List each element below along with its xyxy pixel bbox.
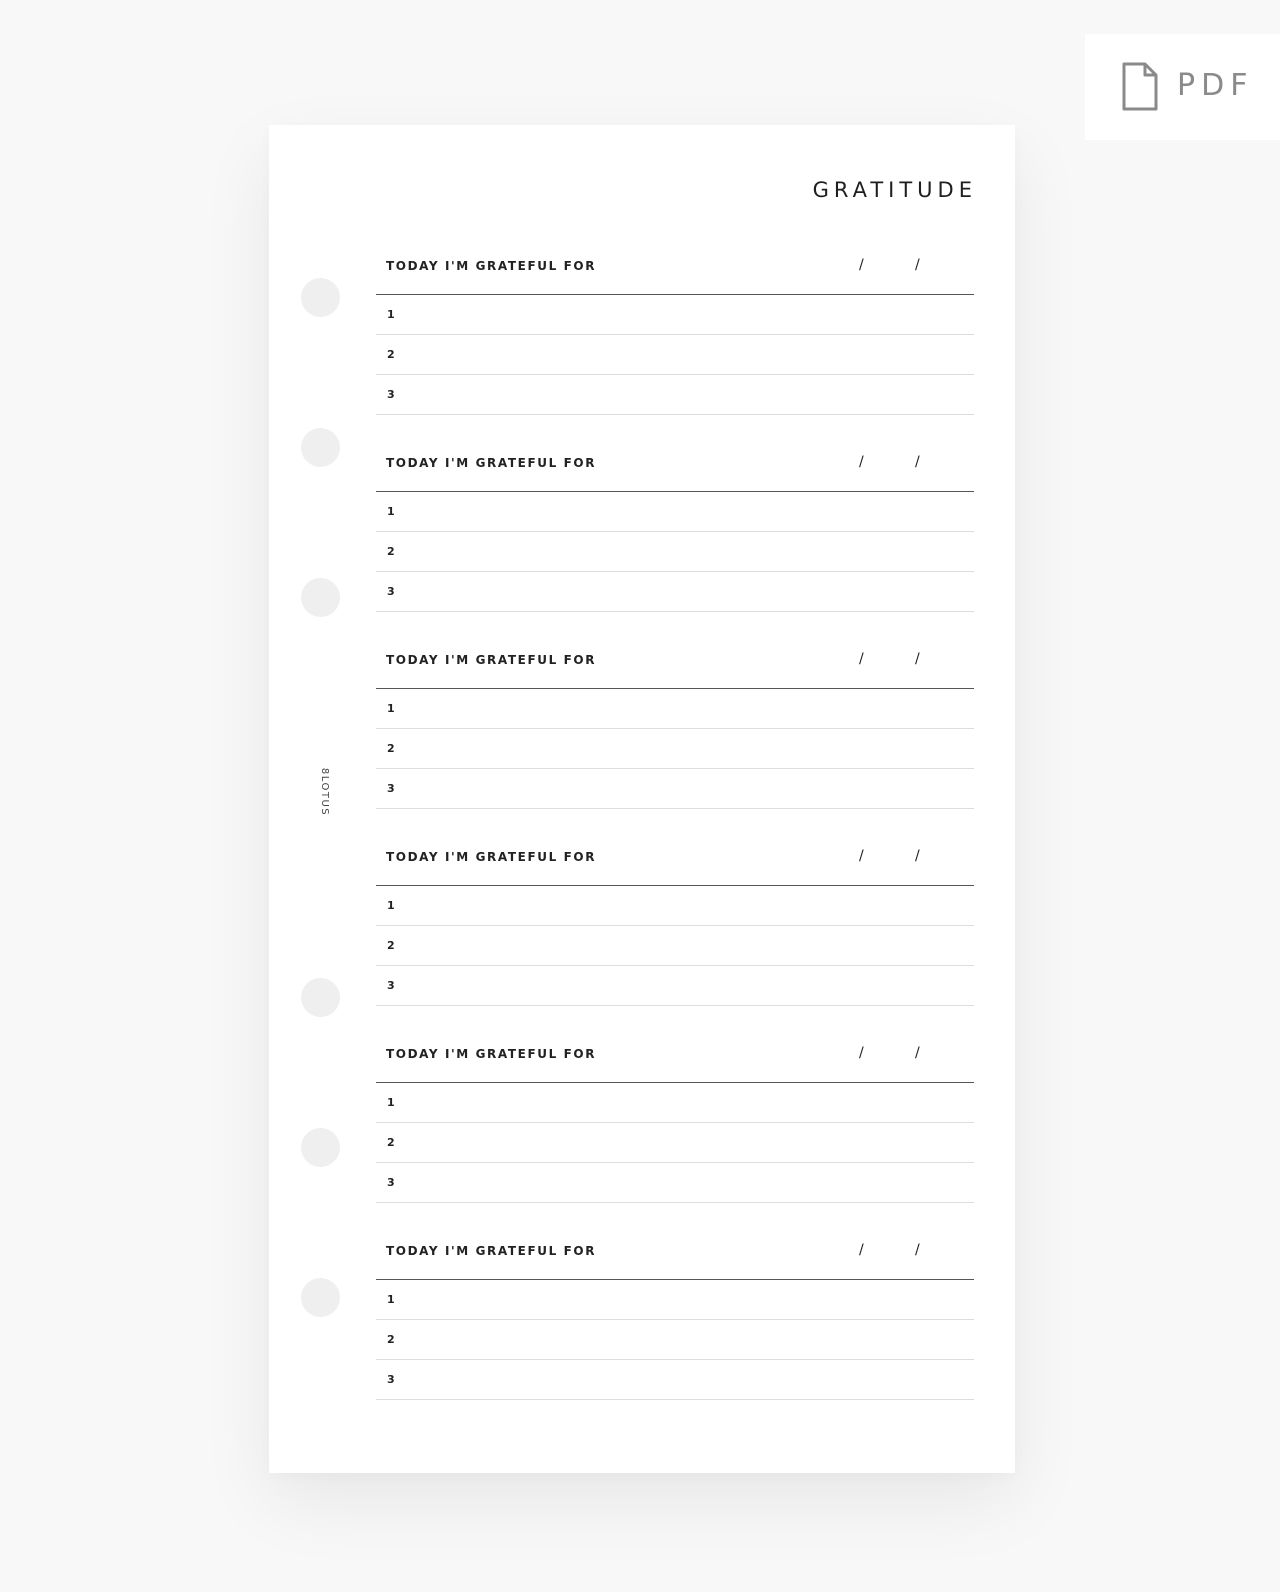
entry-number: 2 xyxy=(387,939,395,952)
section-header xyxy=(376,632,974,689)
entry-number: 3 xyxy=(387,585,395,598)
pdf-format-badge xyxy=(1085,34,1280,140)
date-separator: / xyxy=(915,651,920,667)
entry-line xyxy=(376,1320,974,1360)
gratitude-section xyxy=(376,435,974,632)
entry-line xyxy=(376,1163,974,1203)
date-separator: / xyxy=(859,1045,864,1061)
planner-page xyxy=(269,125,1015,1473)
gratitude-section xyxy=(376,632,974,829)
date-separator: / xyxy=(859,848,864,864)
date-separator: / xyxy=(859,454,864,470)
entry-line xyxy=(376,335,974,375)
section-label: TODAY I'M GRATEFUL FOR xyxy=(386,1244,597,1258)
date-separator: / xyxy=(915,1242,920,1258)
entry-number: 1 xyxy=(387,1096,395,1109)
entry-line xyxy=(376,375,974,415)
entry-line xyxy=(376,1123,974,1163)
entry-line xyxy=(376,572,974,612)
entry-number: 2 xyxy=(387,545,395,558)
entry-number: 3 xyxy=(387,782,395,795)
section-header xyxy=(376,238,974,295)
date-separator: / xyxy=(915,1045,920,1061)
date-separator: / xyxy=(915,257,920,273)
gratitude-sections xyxy=(376,238,974,1420)
entry-number: 3 xyxy=(387,979,395,992)
entry-number: 1 xyxy=(387,505,395,518)
entry-line xyxy=(376,1280,974,1320)
entry-number: 3 xyxy=(387,1373,395,1386)
punch-hole xyxy=(301,428,340,467)
section-label: TODAY I'M GRATEFUL FOR xyxy=(386,259,597,273)
file-icon xyxy=(1121,62,1158,112)
entry-line xyxy=(376,492,974,532)
entry-number: 2 xyxy=(387,348,395,361)
gratitude-section xyxy=(376,238,974,435)
page-title: GRATITUDE xyxy=(812,178,977,202)
punch-hole xyxy=(301,978,340,1017)
entry-line xyxy=(376,295,974,335)
entry-line xyxy=(376,769,974,809)
entry-number: 3 xyxy=(387,388,395,401)
punch-hole xyxy=(301,278,340,317)
entry-line xyxy=(376,886,974,926)
section-header xyxy=(376,1026,974,1083)
punch-hole xyxy=(301,578,340,617)
section-header xyxy=(376,435,974,492)
pdf-label: PDF xyxy=(1177,68,1254,103)
entry-line xyxy=(376,532,974,572)
entry-line xyxy=(376,926,974,966)
entry-number: 2 xyxy=(387,742,395,755)
entry-line xyxy=(376,729,974,769)
gratitude-section xyxy=(376,1026,974,1223)
entry-line xyxy=(376,689,974,729)
punch-hole xyxy=(301,1278,340,1317)
date-separator: / xyxy=(859,651,864,667)
entry-line xyxy=(376,1360,974,1400)
section-label: TODAY I'M GRATEFUL FOR xyxy=(386,1047,597,1061)
entry-number: 1 xyxy=(387,1293,395,1306)
section-label: TODAY I'M GRATEFUL FOR xyxy=(386,850,597,864)
section-label: TODAY I'M GRATEFUL FOR xyxy=(386,653,597,667)
date-separator: / xyxy=(915,454,920,470)
brand-mark: 8LOTUS xyxy=(319,767,330,817)
entry-number: 1 xyxy=(387,899,395,912)
date-separator: / xyxy=(859,1242,864,1258)
entry-line xyxy=(376,966,974,1006)
section-header xyxy=(376,1223,974,1280)
entry-number: 2 xyxy=(387,1333,395,1346)
entry-number: 2 xyxy=(387,1136,395,1149)
entry-number: 3 xyxy=(387,1176,395,1189)
date-separator: / xyxy=(915,848,920,864)
section-label: TODAY I'M GRATEFUL FOR xyxy=(386,456,597,470)
punch-hole xyxy=(301,1128,340,1167)
gratitude-section xyxy=(376,1223,974,1420)
entry-line xyxy=(376,1083,974,1123)
entry-number: 1 xyxy=(387,702,395,715)
date-separator: / xyxy=(859,257,864,273)
entry-number: 1 xyxy=(387,308,395,321)
gratitude-section xyxy=(376,829,974,1026)
section-header xyxy=(376,829,974,886)
